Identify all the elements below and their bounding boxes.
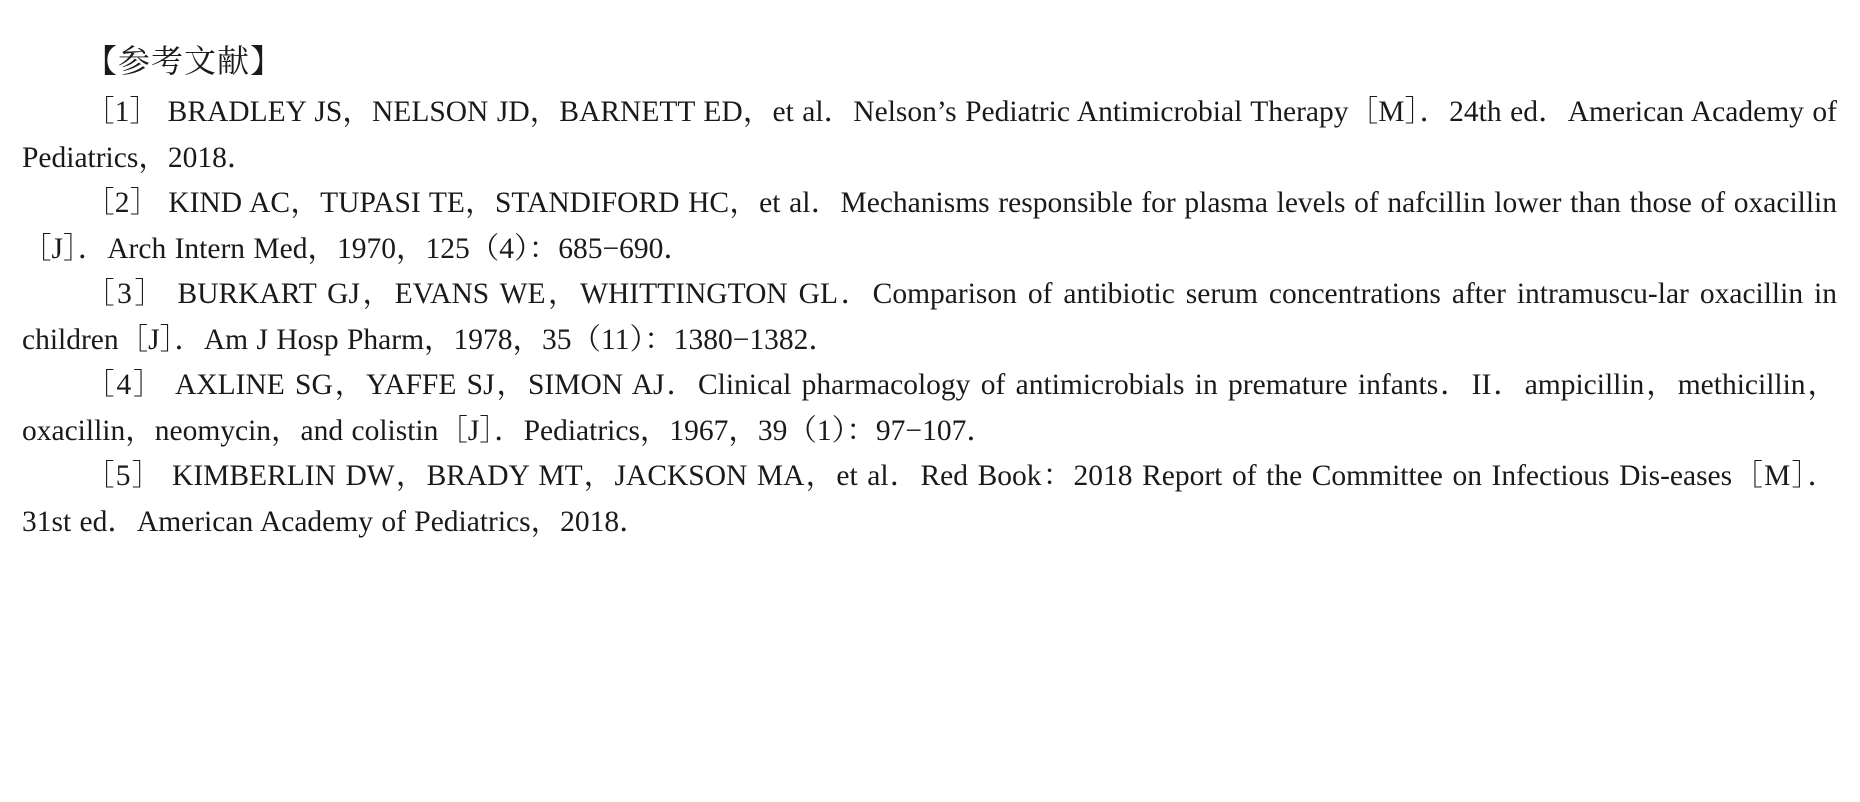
reference-text: BRADLEY JS，NELSON JD，BARNETT ED，et al．Nelson’s Pediatric Antimicrobial Therapy［M］．24th ed．American Academy of Pediatrics，2018． [22, 96, 1837, 174]
reference-item [22, 90, 1837, 181]
reference-item [22, 272, 1837, 363]
reference-number: ［5］ [85, 460, 163, 492]
references-heading: 【参考文献】 [85, 42, 284, 80]
reference-number: ［3］ [85, 278, 167, 310]
reference-item [22, 181, 1837, 272]
reference-number: ［2］ [85, 187, 160, 219]
reference-text: KIND AC，TUPASI TE，STANDIFORD HC，et al．Mechanisms responsible for plasma levels of nafcillin lower than those of oxacillin［J］．Arch Intern Med，1970，125（4）：685−690． [22, 187, 1837, 265]
reference-text: KIMBERLIN DW，BRADY MT，JACKSON MA，et al．Red Book：2018 Report of the Committee on Infectious Dis-eases［M］．31st ed．American Academy of Pediatrics，2018． [22, 460, 1837, 538]
reference-number: ［1］ [85, 96, 160, 128]
reference-list [22, 90, 1837, 545]
reference-number: ［4］ [85, 369, 165, 401]
reference-item [22, 363, 1837, 454]
reference-text: BURKART GJ，EVANS WE，WHITTINGTON GL．Comparison of antibiotic serum concentrations after intramuscu-lar oxacillin in children［J］．Am J Hosp Pharm，1978，35（11）：1380−1382． [22, 278, 1837, 356]
reference-text: AXLINE SG，YAFFE SJ，SIMON AJ．Clinical pharmacology of antimicrobials in premature infants．II．ampicillin，methicillin，oxacillin，neomycin，and colistin［J］．Pediatrics，1967，39（1）：97−107． [22, 369, 1837, 447]
reference-item [22, 454, 1837, 545]
